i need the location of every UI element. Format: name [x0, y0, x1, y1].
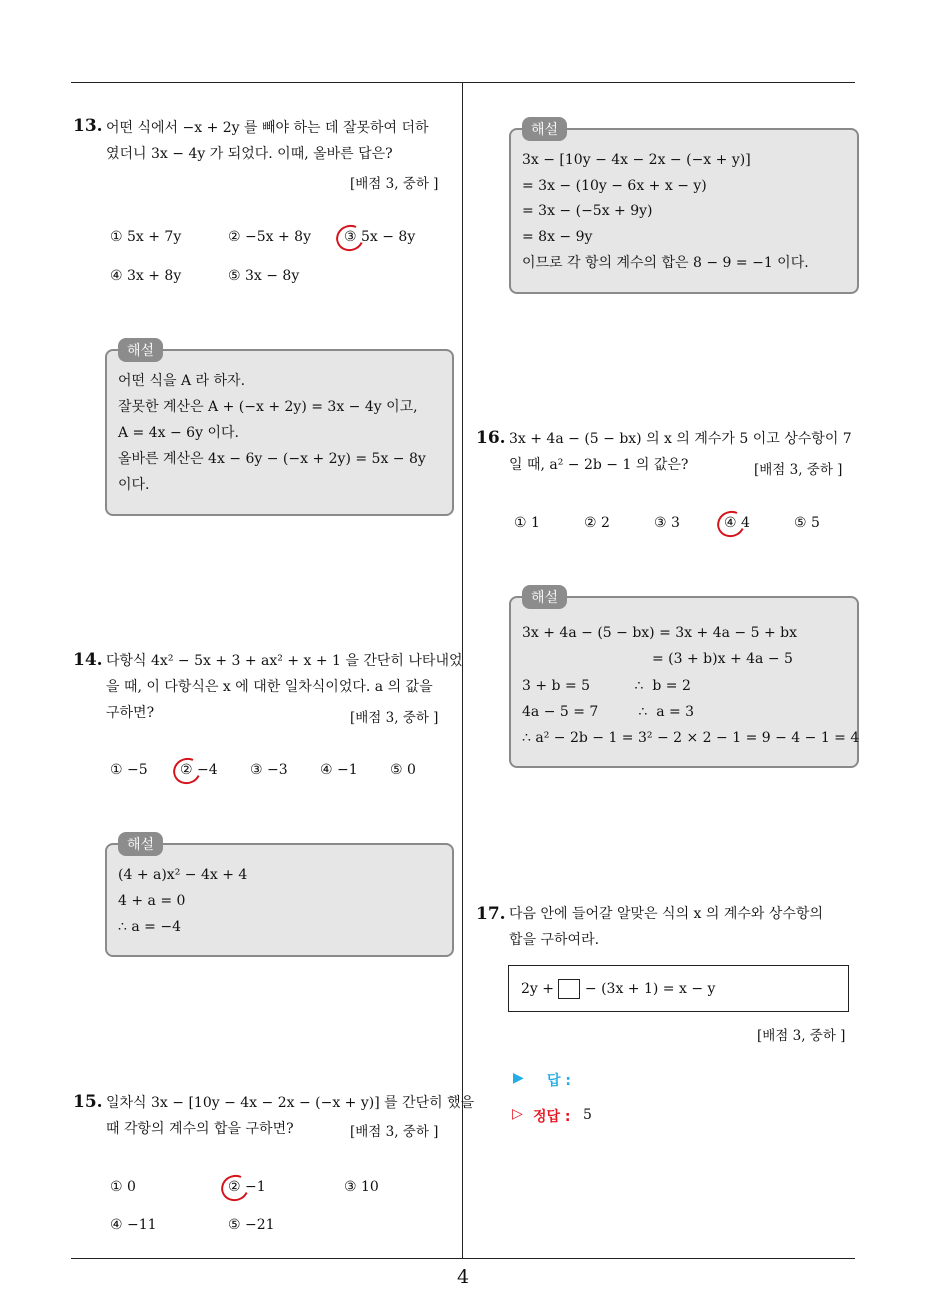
q14-line3: 구하면?: [106, 705, 155, 721]
q13-solution-label: 해설: [118, 338, 163, 362]
page-number: 4: [456, 1266, 470, 1288]
q17-score: [배점 3, 중하 ]: [757, 1028, 846, 1044]
top-rule: [71, 82, 855, 83]
q14-line2: 을 때, 이 다항식은 x 에 대한 일차식이었다. a 의 값을: [106, 679, 433, 695]
q13-option-4[interactable]: ④ 3x + 8y: [110, 268, 182, 284]
q14-solution-label: 해설: [118, 832, 163, 856]
q16-correct-mark-icon: [713, 507, 748, 541]
q14-sol-line: 4 + a = 0: [118, 893, 186, 909]
q13-sol-line: 잘못한 계산은 A + (−x + 2y) = 3x − 4y 이고,: [118, 399, 418, 415]
correct-answer-value: 5: [583, 1107, 592, 1123]
q13-sol-line: 어떤 식을 A 라 하자.: [118, 373, 246, 389]
q15-sol-line: 이므로 각 항의 계수의 합은 8 − 9 = −1 이다.: [522, 255, 809, 271]
q16-line1: 3x + 4a − (5 − bx) 의 x 의 계수가 5 이고 상수항이 7: [509, 431, 852, 447]
q13-option-2[interactable]: ② −5x + 8y: [228, 229, 311, 245]
q16-option-2[interactable]: ② 2: [584, 515, 610, 531]
q16-option-4[interactable]: ④ 4: [724, 515, 750, 531]
q17-line2: 합을 구하여라.: [509, 932, 600, 948]
q17-blank-box: [558, 979, 580, 999]
q15-score: [배점 3, 중하 ]: [350, 1124, 439, 1140]
q16-line2: 일 때, a² − 2b − 1 의 값은?: [509, 457, 689, 473]
q15-option-1[interactable]: ① 0: [110, 1179, 136, 1195]
q13-sol-line: 이다.: [118, 477, 150, 493]
q16-sol-line: ∴ a² − 2b − 1 = 3² − 2 × 2 − 1 = 9 − 4 − 1 = 4: [522, 730, 860, 746]
q14-correct-mark-icon: [169, 754, 204, 788]
q15-option-5[interactable]: ⑤ −21: [228, 1217, 275, 1233]
q15-number: 15.: [73, 1092, 103, 1112]
q14-sol-line: (4 + a)x² − 4x + 4: [118, 867, 248, 883]
answer-arrow-icon: ▶: [513, 1070, 524, 1086]
q14-score: [배점 3, 중하 ]: [350, 710, 439, 726]
q13-option-1[interactable]: ① 5x + 7y: [110, 229, 182, 245]
q16-sol-line: = (3 + b)x + 4a − 5: [652, 651, 793, 667]
q14-option-1[interactable]: ① −5: [110, 762, 148, 778]
q15-sol-line: = 8x − 9y: [522, 229, 593, 245]
q15-sol-line: 3x − [10y − 4x − 2x − (−x + y)]: [522, 152, 751, 168]
q13-number: 13.: [73, 116, 103, 136]
q15-option-4[interactable]: ④ −11: [110, 1217, 157, 1233]
q16-solution-label: 해설: [522, 585, 567, 609]
q16-score: [배점 3, 중하 ]: [754, 462, 843, 478]
q13-sol-line: 올바른 계산은 4x − 6y − (−x + 2y) = 5x − 8y: [118, 451, 426, 467]
q13-score: [배점 3, 중하 ]: [350, 176, 439, 192]
q14-option-2[interactable]: ② −4: [180, 762, 218, 778]
q14-option-3[interactable]: ③ −3: [250, 762, 288, 778]
correct-answer-label: 정답 :: [533, 1109, 571, 1125]
q16-sol-line: 4a − 5 = 7 ∴ a = 3: [522, 704, 695, 720]
q13-line1: 어떤 식에서 −x + 2y 를 빼야 하는 데 잘못하여 더하: [106, 120, 429, 136]
q16-option-1[interactable]: ① 1: [514, 515, 540, 531]
q15-option-3[interactable]: ③ 10: [344, 1179, 379, 1195]
q15-sol-line: = 3x − (−5x + 9y): [522, 203, 653, 219]
q16-sol-line: 3x + 4a − (5 − bx) = 3x + 4a − 5 + bx: [522, 625, 797, 641]
q15-line2: 때 각항의 계수의 합을 구하면?: [106, 1121, 294, 1137]
q17-number: 17.: [476, 904, 506, 924]
q13-sol-line: A = 4x − 6y 이다.: [118, 425, 239, 441]
q15-solution-label: 해설: [522, 117, 567, 141]
bottom-rule: [71, 1258, 855, 1259]
q17-eq-right: − (3x + 1) = x − y: [584, 981, 716, 997]
q16-option-3[interactable]: ③ 3: [654, 515, 680, 531]
q16-number: 16.: [476, 428, 506, 448]
answer-label: 답 :: [547, 1073, 571, 1089]
q17-eq-left: 2y +: [521, 981, 554, 997]
q13-option-3[interactable]: ③ 5x − 8y: [344, 229, 416, 245]
q13-line2: 였더니 3x − 4y 가 되었다. 이때, 올바른 답은?: [106, 146, 393, 162]
q13-option-5[interactable]: ⑤ 3x − 8y: [228, 268, 300, 284]
q14-option-5[interactable]: ⑤ 0: [390, 762, 416, 778]
q16-option-5[interactable]: ⑤ 5: [794, 515, 820, 531]
q14-number: 14.: [73, 650, 103, 670]
q13-correct-mark-icon: [332, 221, 367, 255]
q14-sol-line: ∴ a = −4: [118, 919, 181, 935]
q15-line1: 일차식 3x − [10y − 4x − 2x − (−x + y)] 를 간단히 했을: [106, 1095, 475, 1111]
q17-line1: 다음 안에 들어갈 알맞은 식의 x 의 계수와 상수항의: [509, 906, 823, 922]
q15-sol-line: = 3x − (10y − 6x + x − y): [522, 178, 707, 194]
q15-correct-mark-icon: [217, 1171, 252, 1205]
q16-sol-line: 3 + b = 5 ∴ b = 2: [522, 678, 691, 694]
q15-option-2[interactable]: ② −1: [228, 1179, 266, 1195]
correct-answer-arrow-icon: ▷: [512, 1106, 523, 1122]
q14-option-4[interactable]: ④ −1: [320, 762, 358, 778]
q17-equation: [521, 976, 715, 1002]
q14-line1: 다항식 4x² − 5x + 3 + ax² + x + 1 을 간단히 나타내었: [106, 653, 463, 669]
